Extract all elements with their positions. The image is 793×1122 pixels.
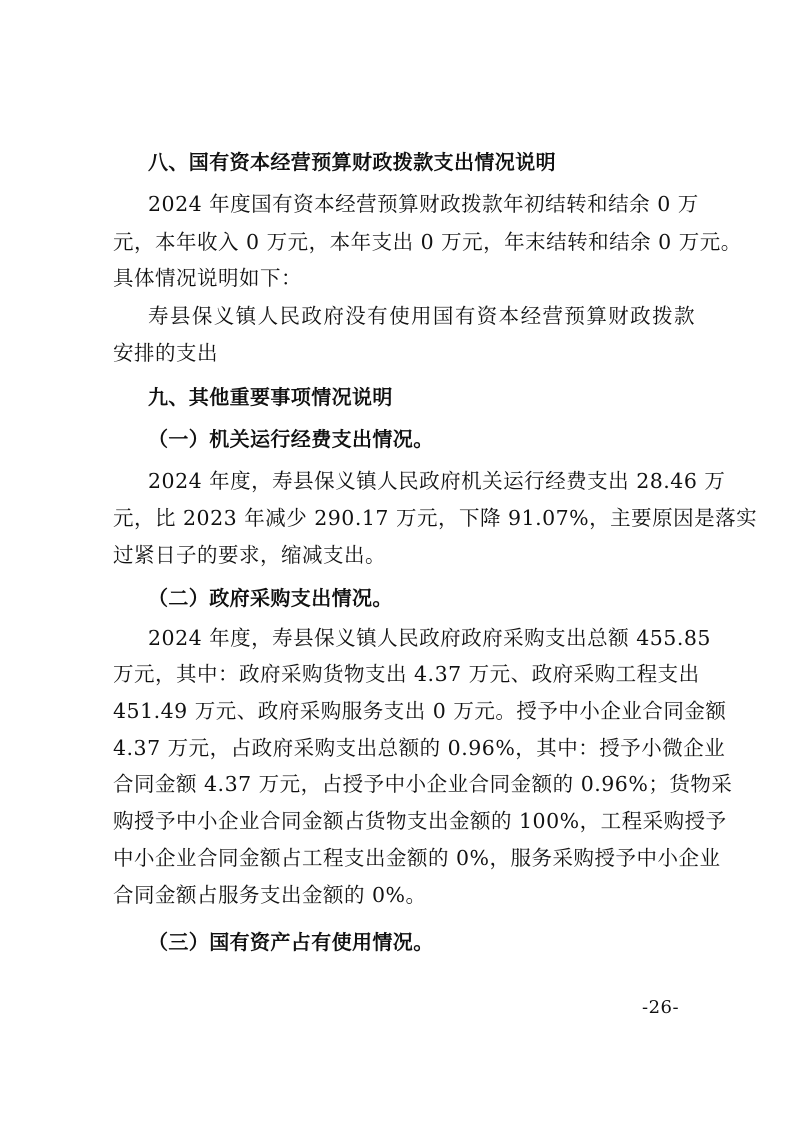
paragraph-line: 元，本年收入 0 万元，本年支出 0 万元，年末结转和结余 0 万元。: [113, 230, 742, 254]
paragraph-line: 2024 年度国有资本经营预算财政拨款年初结转和结余 0 万: [148, 192, 699, 216]
paragraph-line: 寿县保义镇人民政府没有使用国有资本经营预算财政拨款: [148, 304, 695, 328]
paragraph-line: 2024 年度，寿县保义镇人民政府政府采购支出总额 455.85: [148, 626, 711, 650]
paragraph-line: 合同金额占服务支出金额的 0%。: [113, 883, 427, 907]
paragraph-line: 万元，其中：政府采购货物支出 4.37 万元、政府采购工程支出: [113, 662, 700, 686]
paragraph-line: 安排的支出: [113, 341, 218, 365]
subsection-heading-3: （三）国有资产占有使用情况。: [148, 930, 434, 954]
paragraph-line: 元，比 2023 年减少 290.17 万元，下降 91.07%，主要原因是落实: [113, 506, 758, 530]
paragraph-line: 2024 年度，寿县保义镇人民政府机关运行经费支出 28.46 万: [148, 469, 726, 493]
subsection-heading-2: （二）政府采购支出情况。: [148, 586, 393, 610]
paragraph-line: 4.37 万元，占政府采购支出总额的 0.96%，其中：授予小微企业: [113, 736, 726, 760]
section-heading-9: 九、其他重要事项情况说明: [148, 385, 393, 409]
paragraph-line: 451.49 万元、政府采购服务支出 0 万元。授予中小企业合同金额: [113, 699, 727, 723]
paragraph-line: 过紧日子的要求，缩减支出。: [113, 543, 386, 567]
subsection-heading-1: （一）机关运行经费支出情况。: [148, 427, 434, 451]
paragraph-line: 购授予中小企业合同金额占货物支出金额的 100%，工程采购授予: [113, 809, 727, 833]
paragraph-line: 具体情况说明如下：: [113, 266, 302, 290]
page-number: -26-: [642, 997, 680, 1018]
section-heading-8: 八、国有资本经营预算财政拨款支出情况说明: [148, 150, 556, 174]
paragraph-line: 中小企业合同金额占工程支出金额的 0%，服务采购授予中小企业: [113, 846, 721, 870]
paragraph-line: 合同金额 4.37 万元，占授予中小企业合同金额的 0.96%；货物采: [113, 772, 733, 796]
